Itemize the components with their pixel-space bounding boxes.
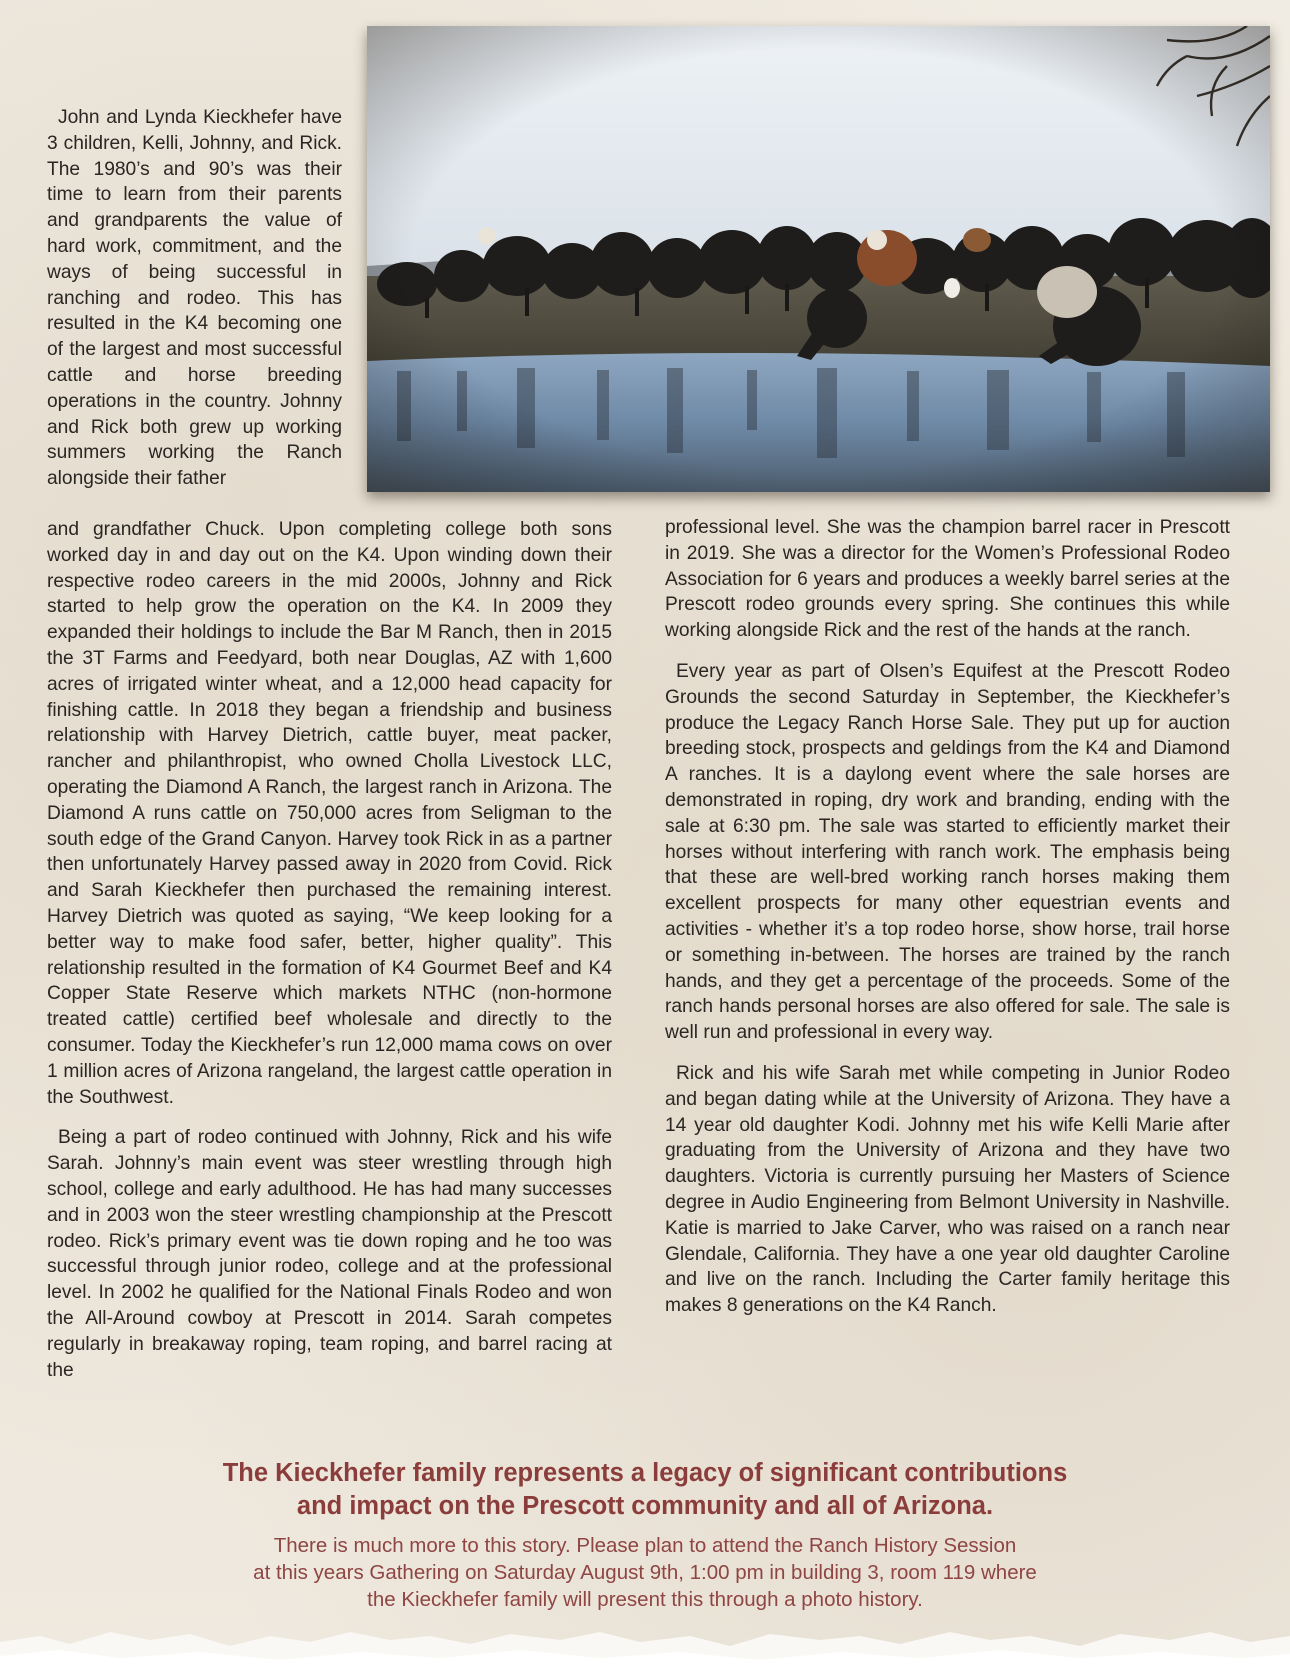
cattle-at-pond-photo xyxy=(367,26,1270,492)
closing-invitation-line-1: There is much more to this story. Please plan to attend the Ranch History Session xyxy=(273,1534,1017,1557)
intro-text: John and Lynda Kieckhefer have 3 children, Kelli, Johnny, and Rick. The 1980’s and 90’s was their time to learn from their parents and grandparents the value of hard work, commitment, and the ways of being successful in ranching and rodeo. This has resulted in the K4 becoming one of the largest and most successful cattle and horse breeding operations in the country. Johnny and Rick both grew up working summers working the Ranch alongside their father xyxy=(47,107,342,490)
left-column xyxy=(47,517,612,1398)
right-paragraph-2: Every year as part of Olsen’s Equifest at the Prescott Rodeo Grounds the second Saturday in September, the Kieckhefer’s produce the Legacy Ranch Horse Sale. They put up for auction breeding stock, prospects and geldings from the K4 and Diamond A ranches. It is a daylong event where the sale horses are demonstrated in roping, dry work and branding, ending with the sale at 6:30 pm. The sale was started to efficiently market their horses without interfering with ranch work. The emphasis being that these are well-bred working ranch horses making them excellent prospects for many other equestrian events and activities - whether it’s a top rodeo horse, show horse, trail horse or something in-between. The horses are trained by the ranch hands, and they get a percentage of the proceeds. Some of the ranch hands personal horses are also offered for sale. The sale is well run and professional in every way. xyxy=(665,660,1230,1044)
closing-headline-line-2: and impact on the Prescott community and all of Arizona. xyxy=(296,1492,994,1520)
right-paragraph-3: Rick and his wife Sarah met while competing in Junior Rodeo and began dating while at the University of Arizona. They have a 14 year old daughter Kodi. Johnny met his wife Kelli Marie after graduating from the University of Arizona and they have two daughters. Victoria is currently pursuing her Masters of Science degree in Audio Engineering from Belmont University in Nashville. Katie is married to Jake Carver, who was raised on a ranch near Glendale, California. They have a one year old daughter Caroline and live on the ranch. Including the Carter family heritage this makes 8 generations on the K4 Ranch. xyxy=(665,1062,1230,1317)
closing-invitation-line-2: at this years Gathering on Saturday August 9th, 1:00 pm in building 3, room 119 where xyxy=(253,1561,1037,1584)
torn-paper-edge xyxy=(0,1606,1290,1676)
left-paragraph-2: Being a part of rodeo continued with Johnny, Rick and his wife Sarah. Johnny’s main event was steer wrestling through high school, college and early adulthood. He has had many successes and in 2003 won the steer wrestling championship at the Prescott rodeo. Rick’s primary event was tie down roping and he too was successful through junior rodeo, college and at the professional level. In 2002 he qualified for the National Finals Rodeo and won the All-Around cowboy at Prescott in 2014. Sarah competes regularly in breakaway roping, team roping, and barrel racing at the xyxy=(47,1127,612,1381)
intro-paragraph xyxy=(47,105,342,492)
left-paragraph-1: and grandfather Chuck. Upon completing college both sons worked day in and day out on the K4. Upon winding down their respective rodeo careers in the mid 2000s, Johnny and Rick started to help grow the operation on the K4. In 2009 they expanded their holdings to include the Bar M Ranch, then in 2015 the 3T Farms and Feedyard, both near Douglas, AZ with 1,600 acres of irrigated winter wheat, and a 12,000 head capacity for finishing cattle. In 2018 they began a friendship and business relationship with Harvey Dietrich, cattle buyer, meat packer, rancher and philanthropist, who owned Cholla Livestock LLC, operating the Diamond A Ranch, the largest ranch in Arizona. The Diamond A runs cattle on 750,000 acres from Seligman to the south edge of the Grand Canyon. Harvey took Rick in as a partner then unfortunately Harvey passed away in 2020 from Covid. Rick and Sarah Kieckhefer then purchased the remaining interest. Harvey Dietrich was quoted as saying, “We keep looking for a better way to make food safer, better, higher quality”. This relationship resulted in the formation of K4 Gourmet Beef and K4 Copper State Reserve which markets NTHC (non-hormone treated cattle) certified beef wholesale and directly to the consumer. Today the Kieckhefer’s run 12,000 mama cows on over 1 million acres of Arizona rangeland, the largest cattle operation in the Southwest. xyxy=(47,519,612,1108)
right-paragraph-1: professional level. She was the champion barrel racer in Prescott in 2019. She was a director for the Women’s Professional Rodeo Association for 6 years and produces a weekly barrel series at the Prescott rodeo grounds every spring. She continues this while working alongside Rick and the rest of the hands at the ranch. xyxy=(665,517,1230,642)
closing-invitation xyxy=(100,1532,1190,1613)
right-column xyxy=(665,515,1230,1334)
closing-headline-line-1: The Kieckhefer family represents a legacy of significant contributions xyxy=(222,1459,1068,1487)
closing-statement xyxy=(100,1457,1190,1613)
closing-headline xyxy=(100,1457,1190,1523)
closing-invitation-line-3: the Kieckhefer family will present this through a photo history. xyxy=(367,1588,923,1611)
